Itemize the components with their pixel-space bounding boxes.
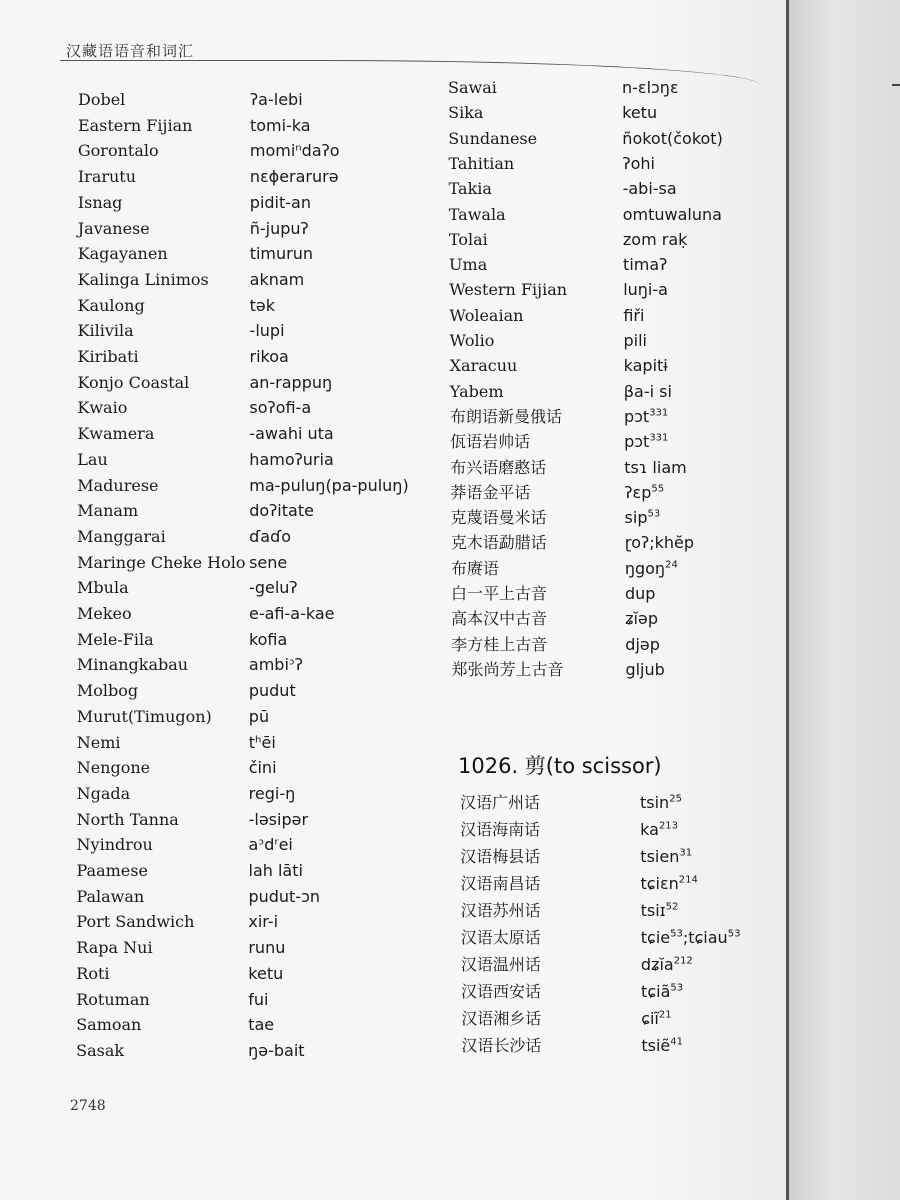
form-text: tsɿ liam — [624, 457, 687, 477]
form-text: sip — [624, 508, 648, 528]
form-text: e-afi-a-kae — [249, 604, 335, 623]
word-form — [625, 609, 658, 629]
form-text: tsiɪ — [640, 901, 666, 920]
tone-superscript: 212 — [673, 955, 693, 967]
facing-page-mark — [892, 84, 900, 86]
form-text: -ləsipər — [248, 809, 309, 829]
language-name: Tawala — [448, 204, 506, 224]
word-form — [249, 578, 298, 598]
word-form — [250, 116, 311, 136]
language-name: Western Fijian — [449, 280, 568, 300]
word-form — [249, 733, 276, 753]
form-text: tɕie — [640, 928, 671, 947]
form-text: aᵓdʳei — [248, 835, 293, 855]
language-name: Port Sandwich — [76, 912, 195, 932]
word-form — [249, 810, 308, 830]
word-form — [622, 78, 679, 98]
language-name: Minangkabau — [76, 655, 189, 675]
running-head: 汉藏语语音和词汇 — [66, 42, 195, 60]
form-text: timurun — [249, 244, 313, 264]
form-text: tsiẽ — [641, 1036, 671, 1055]
tone-superscript: 53 — [670, 928, 683, 940]
form-text: hamoʔuria — [249, 449, 334, 469]
language-name: 白一平上古音 — [451, 584, 548, 603]
form-text: ñokot(čokot) — [622, 128, 723, 148]
form-text: timaʔ — [623, 255, 668, 275]
language-name: Irarutu — [77, 167, 137, 187]
form-text: tsien — [640, 847, 680, 866]
word-form — [624, 331, 648, 351]
form-text: ketu — [622, 103, 658, 123]
form-text: nɛɸerarurə — [249, 167, 339, 187]
word-form — [625, 660, 664, 680]
form-text: dʑĭa — [640, 955, 674, 974]
word-form — [641, 1009, 671, 1029]
word-form — [625, 533, 694, 553]
form-text: regi-ŋ — [248, 783, 296, 803]
word-form — [249, 630, 287, 650]
language-name: 布赓语 — [450, 558, 499, 578]
form-text: βa-i si — [623, 381, 672, 401]
form-text: ñ-jupuʔ — [249, 218, 309, 238]
word-form — [249, 758, 277, 778]
word-form — [249, 424, 333, 444]
word-form — [250, 90, 303, 110]
language-name: Rapa Nui — [76, 938, 153, 958]
form-text-alt: ;tɕiau — [682, 928, 728, 947]
form-text: tək — [249, 295, 275, 315]
language-name: Mbula — [77, 578, 129, 598]
language-name: Wolio — [449, 331, 495, 350]
language-name: 汉语苏州话 — [460, 901, 541, 920]
language-name: 汉语海南话 — [460, 820, 541, 839]
page-number: 2748 — [70, 1098, 106, 1114]
language-name: Murut(Timugon) — [76, 706, 212, 726]
language-name: Mekeo — [77, 604, 132, 623]
language-name: Sika — [448, 103, 484, 123]
language-name: Manggarai — [77, 526, 166, 546]
word-form — [248, 912, 278, 932]
word-form — [248, 964, 283, 984]
word-form — [248, 1015, 274, 1035]
form-text: omtuwaluna — [622, 204, 722, 224]
word-form — [250, 321, 285, 341]
word-form — [640, 793, 682, 813]
language-name: Takia — [448, 179, 492, 199]
form-text: n-ɛlɔŋɛ — [622, 78, 679, 97]
form-text: -lupi — [249, 321, 285, 341]
form-text: ʔɛp — [624, 482, 652, 502]
word-form — [249, 861, 303, 881]
form-text: tomi-ka — [249, 115, 311, 135]
word-form — [624, 458, 686, 478]
section-title: 1026. 剪(to scissor) — [458, 754, 662, 778]
form-text: -abi-sa — [622, 179, 677, 199]
form-text: soʔofi-a — [249, 398, 312, 418]
language-name: Sundanese — [448, 128, 538, 148]
form-text: luŋi-a — [623, 280, 668, 300]
word-form — [641, 1036, 683, 1056]
language-name: Yabem — [449, 381, 504, 401]
language-name: Madurese — [77, 475, 159, 495]
form-text: tɕiã — [641, 982, 671, 1001]
form-text: rikoa — [249, 347, 289, 366]
language-name: Molbog — [76, 681, 139, 701]
word-form — [623, 255, 667, 275]
word-form — [625, 584, 655, 604]
language-name: Samoan — [76, 1015, 142, 1035]
word-form — [249, 450, 333, 470]
language-name: Nyindrou — [76, 835, 153, 855]
word-form — [623, 230, 688, 250]
language-name: 汉语太原话 — [460, 928, 541, 947]
word-form — [624, 356, 668, 376]
language-name: Kiribati — [77, 347, 139, 366]
form-text: ɕiĩ — [641, 1009, 659, 1028]
tone-superscript: 24 — [665, 559, 678, 571]
word-form — [625, 559, 678, 579]
word-form — [623, 205, 722, 225]
tone-superscript: 25 — [669, 793, 682, 805]
word-form — [249, 501, 314, 521]
form-text: ɗaɗo — [249, 526, 292, 546]
tone-superscript: 331 — [649, 407, 669, 419]
language-name: Palawan — [76, 886, 145, 906]
word-form — [249, 707, 269, 727]
word-form — [624, 432, 668, 452]
language-name: Kaulong — [77, 295, 145, 315]
form-text: an-rappuŋ — [249, 372, 333, 392]
form-text: pudut-ɔn — [248, 886, 321, 906]
language-name: Manam — [77, 501, 139, 521]
word-form — [622, 129, 723, 149]
word-form — [249, 784, 296, 804]
word-form — [248, 938, 285, 958]
word-form — [249, 553, 287, 573]
word-form — [640, 847, 692, 867]
language-name: 汉语长沙话 — [461, 1036, 542, 1055]
word-form — [248, 1041, 304, 1061]
word-form — [250, 141, 340, 161]
language-name: 郑张尚芳上古音 — [451, 659, 564, 679]
word-form — [640, 820, 678, 840]
form-text: ŋə-bait — [248, 1040, 305, 1060]
language-name: Lau — [77, 449, 108, 469]
tone-superscript: 213 — [658, 820, 679, 832]
word-form — [641, 928, 741, 948]
language-name: 高本汉中古音 — [451, 609, 548, 629]
language-name: 汉语西安话 — [461, 982, 542, 1001]
language-name: 汉语广州话 — [460, 793, 541, 812]
tone-superscript: 53 — [727, 928, 741, 940]
word-form — [249, 373, 332, 393]
form-text: ka — [640, 820, 659, 839]
form-text: xir-i — [248, 912, 279, 932]
language-name: Uma — [449, 255, 488, 275]
form-text: ɽoʔ;khĕp — [624, 533, 695, 553]
language-name: 汉语南昌话 — [460, 874, 541, 893]
language-name: Javanese — [77, 218, 150, 238]
word-form — [623, 179, 677, 199]
language-name: 汉语温州话 — [460, 955, 541, 974]
word-form — [250, 244, 313, 264]
word-form — [641, 901, 679, 921]
form-text: tsin — [640, 793, 670, 812]
form-text: ŋgoŋ — [624, 558, 666, 578]
language-name: North Tanna — [76, 809, 179, 829]
form-text: ketu — [248, 963, 284, 983]
word-form — [641, 955, 693, 975]
language-name: Nengone — [76, 758, 151, 778]
word-form — [249, 655, 303, 675]
form-text: kofia — [248, 629, 288, 649]
language-name: 汉语湘乡话 — [461, 1009, 542, 1028]
word-form — [624, 407, 668, 427]
language-name: Sawai — [448, 78, 497, 97]
word-form — [250, 167, 339, 187]
language-name: 莽语金平话 — [450, 482, 531, 502]
language-name: Kilivila — [77, 321, 134, 341]
word-form — [624, 382, 672, 402]
language-name: Sasak — [76, 1040, 125, 1060]
language-name: Woleaian — [449, 305, 524, 325]
form-text: pidit-an — [249, 192, 311, 212]
word-form — [249, 681, 296, 701]
language-name: Rotuman — [76, 989, 150, 1009]
form-text: momiⁿdaʔo — [249, 141, 340, 161]
tone-superscript: 331 — [649, 432, 669, 444]
form-text: fui — [248, 989, 269, 1009]
form-text: pū — [248, 706, 270, 726]
word-form — [622, 103, 657, 123]
form-text: gljub — [625, 659, 665, 679]
facing-page-edge — [789, 0, 900, 1200]
form-text: doʔitate — [249, 501, 314, 521]
language-name: Kwamera — [77, 424, 155, 444]
form-text: ʑĭəp — [625, 609, 658, 629]
form-text: lah lāti — [248, 861, 303, 880]
form-text: tɕiɛn — [640, 874, 679, 893]
form-text: tae — [248, 1015, 275, 1035]
language-name: 李方桂上古音 — [451, 634, 548, 654]
language-name: 克木语勐腊话 — [450, 533, 547, 553]
form-text: pɔt — [624, 432, 650, 452]
language-name: Tahitian — [448, 153, 515, 173]
language-name: 佤语岩帅话 — [450, 432, 531, 452]
form-text: ambiᵓʔ — [248, 655, 303, 675]
language-name: Gorontalo — [77, 141, 159, 161]
language-name: Konjo Coastal — [77, 372, 190, 392]
language-name: Nemi — [76, 732, 121, 752]
form-text: -awahi uta — [249, 424, 334, 444]
form-text: runu — [248, 938, 286, 958]
tone-superscript: 21 — [658, 1009, 672, 1021]
word-form — [640, 874, 697, 894]
form-text: -geluʔ — [249, 578, 298, 598]
language-name: Kwaio — [77, 398, 128, 418]
word-form — [250, 219, 309, 239]
word-form — [250, 296, 275, 316]
form-text: fiři — [623, 305, 645, 325]
word-form — [249, 604, 334, 624]
word-form — [249, 398, 311, 418]
word-form — [248, 990, 268, 1010]
language-name: 汉语梅县话 — [460, 847, 541, 866]
word-form — [249, 835, 293, 855]
word-form — [641, 982, 683, 1002]
language-name: Tolai — [448, 229, 488, 249]
form-text: djəp — [625, 634, 660, 654]
language-name: Dobel — [78, 90, 126, 109]
form-text: pɔt — [623, 406, 650, 426]
language-name: Xaracuu — [449, 356, 518, 376]
word-form — [249, 527, 291, 547]
word-form — [625, 635, 660, 655]
language-name: Isnag — [77, 192, 123, 212]
tone-superscript: 53 — [647, 508, 661, 520]
word-form — [250, 270, 305, 290]
language-name: Paamese — [76, 861, 148, 880]
form-text: sene — [249, 552, 288, 572]
language-name: Maringe Cheke Holo — [77, 552, 246, 572]
tone-superscript: 41 — [670, 1036, 683, 1048]
language-name: Mele-Fila — [76, 629, 154, 649]
word-form — [623, 306, 644, 326]
language-name: Eastern Fijian — [77, 115, 193, 135]
form-text: kapitɨ — [623, 356, 668, 376]
language-name: 克蔑语曼米话 — [450, 508, 547, 528]
word-form — [622, 154, 655, 174]
tone-superscript: 52 — [665, 901, 679, 913]
form-text: pili — [623, 331, 647, 350]
word-form — [250, 347, 289, 367]
form-text: dup — [625, 584, 656, 603]
language-name: Ngada — [76, 783, 131, 803]
word-form — [249, 476, 408, 496]
language-name: Kalinga Linimos — [77, 269, 209, 289]
tone-superscript: 214 — [678, 874, 698, 886]
tone-superscript: 31 — [679, 847, 693, 859]
form-text: tʰēi — [248, 732, 276, 752]
language-name: 布兴语磨憨话 — [450, 457, 547, 477]
form-text: ʔohi — [622, 153, 655, 173]
word-form — [250, 193, 311, 213]
tone-superscript: 55 — [651, 483, 665, 495]
word-form — [248, 887, 320, 907]
word-form — [625, 508, 661, 528]
form-text: aknam — [249, 269, 305, 289]
word-form — [623, 280, 668, 300]
word-form — [624, 483, 664, 503]
form-text: čini — [248, 758, 277, 778]
form-text: pudut — [248, 681, 296, 701]
tone-superscript: 53 — [670, 982, 684, 994]
form-text: ma-puluŋ(pa-puluŋ) — [249, 475, 409, 495]
form-text: ʔa-lebi — [250, 90, 303, 109]
language-name: Kagayanen — [77, 244, 168, 264]
form-text: zom raḳ — [622, 229, 688, 249]
language-name: Roti — [76, 963, 110, 983]
language-name: 布朗语新曼俄话 — [449, 406, 562, 426]
